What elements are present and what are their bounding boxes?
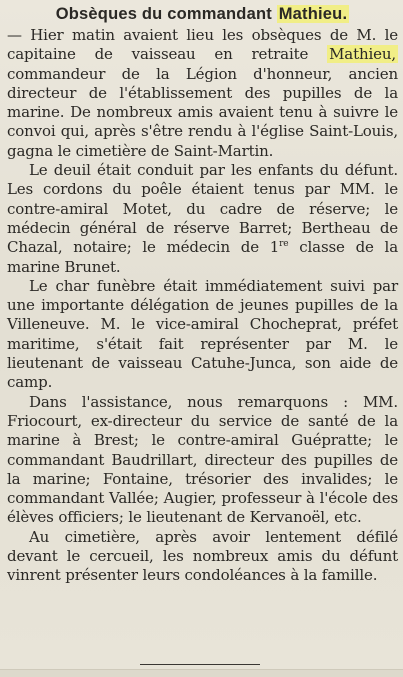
paragraph-4: Dans l'assistance, nous remarquons : MM. Friocourt, ex-directeur du service de santé de la marine à Brest; le contre-amiral Guépratte; le commandant Baudrillart, directeur des pupilles de la marine; Fontaine, trésorier des invalides; le commandant Vallée; Augier, professeur à l'école des élèves officiers; le lieutenant de Kervanoël, etc. <box>7 392 398 527</box>
paragraph-1-rest: commandeur de la Légion d'honneur, ancien directeur de l'établissement des pupilles de la marine. De nombreux amis avaient tenu à suivre le convoi qui, après s'être rendu à l'église Saint-Louis, gagna le cimetière de Saint-Martin. <box>7 64 398 160</box>
article-headline <box>7 4 398 24</box>
end-rule <box>140 664 260 665</box>
paragraph-1 <box>7 26 398 161</box>
paragraph-2-text: Le deuil était conduit par les enfants du défunt. Les cordons du poêle étaient tenus par MM. le contre-amiral Motet, du cadre de réserve; le médecin général de réserve Barret; Bertheau de Chazal, notaire; le médecin de 1 <box>7 161 398 257</box>
paragraph-2-end: classe de la marine Brunet. <box>7 238 398 276</box>
paragraph-5: Au cimetière, après avoir lentement défilé devant le cercueil, les nombreux amis du défunt vinrent présenter leurs condoléances à la famille. <box>7 527 398 585</box>
paragraph-3: Le char funèbre était immédiatement suivi par une importante délégation de jeunes pupilles de la Villeneuve. M. le vice-amiral Chocheprat, préfet maritime, s'était fait représenter par M. le lieutenant de vaisseau Catuhe-Junca, son aide de camp. <box>7 276 398 392</box>
highlighted-name: Mathieu. <box>278 5 348 23</box>
headline-prefix: Obsèques du commandant <box>55 5 277 23</box>
paragraph-1-lead: — Hier matin avaient lieu les obsèques de M. le capitaine de vaisseau en retraite <box>7 26 398 64</box>
highlighted-name: Mathieu, <box>329 45 396 64</box>
article-body <box>7 26 398 586</box>
clipping-edge <box>0 669 403 677</box>
ordinal-superscript: re <box>279 239 289 250</box>
paragraph-2 <box>7 161 398 277</box>
